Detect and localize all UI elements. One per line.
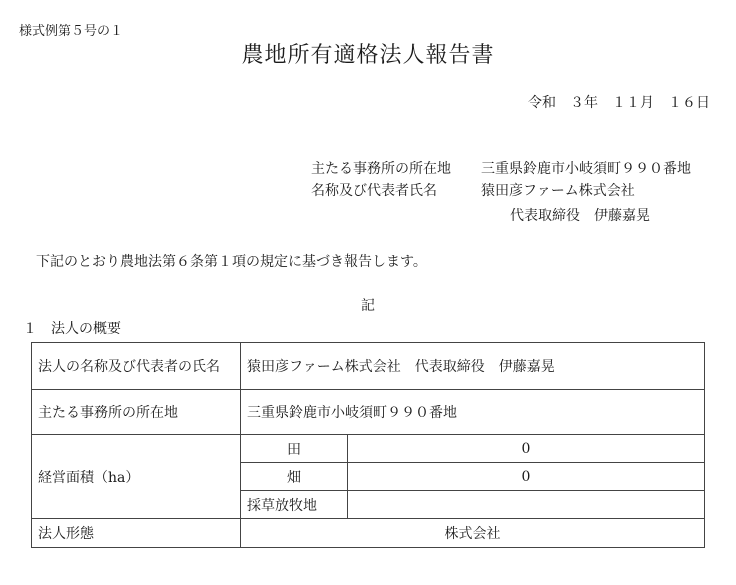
area-value-pasture (348, 491, 705, 519)
applicant-address-row (311, 158, 691, 178)
form-number: 様式例第５号の１ (19, 24, 124, 39)
area-type-field: 畑 (241, 463, 348, 491)
applicant-representative: 代表取締役 伊藤嘉晃 (510, 208, 650, 224)
ki-heading: 記 (361, 298, 375, 314)
corp-name-value: 猿田彦ファーム株式会社 代表取締役 伊藤嘉晃 (241, 343, 705, 390)
applicant-name-row (311, 180, 635, 200)
area-type-paddy: 田 (241, 435, 348, 463)
table-row (32, 435, 705, 463)
area-value-paddy: 0 (348, 435, 705, 463)
applicant-address-value: 三重県鈴鹿市小岐須町９９０番地 (481, 161, 691, 177)
corp-address-value: 三重県鈴鹿市小岐須町９９０番地 (241, 390, 705, 435)
table-row (32, 343, 705, 390)
corp-form-label: 法人形態 (32, 519, 241, 548)
corporation-summary-table (31, 342, 705, 548)
area-type-pasture: 採草放牧地 (241, 491, 348, 519)
corp-address-label: 主たる事務所の所在地 (32, 390, 241, 435)
applicant-address-label: 主たる事務所の所在地 (311, 161, 451, 177)
area-value-field: 0 (348, 463, 705, 491)
applicant-name-label: 名称及び代表者氏名 (311, 183, 437, 199)
corp-name-label: 法人の名称及び代表者の氏名 (32, 343, 241, 390)
table-row (32, 519, 705, 548)
applicant-name-value: 猿田彦ファーム株式会社 (481, 183, 635, 199)
section-1-title: １ 法人の概要 (23, 321, 121, 337)
table-row (32, 390, 705, 435)
body-text: 下記のとおり農地法第６条第１項の規定に基づき報告します。 (36, 254, 427, 270)
area-label: 経営面積（ha） (32, 435, 241, 519)
corp-form-value: 株式会社 (241, 519, 705, 548)
document-title: 農地所有適格法人報告書 (241, 43, 495, 68)
document-date: 令和 ３年 １１月 １６日 (528, 95, 710, 111)
